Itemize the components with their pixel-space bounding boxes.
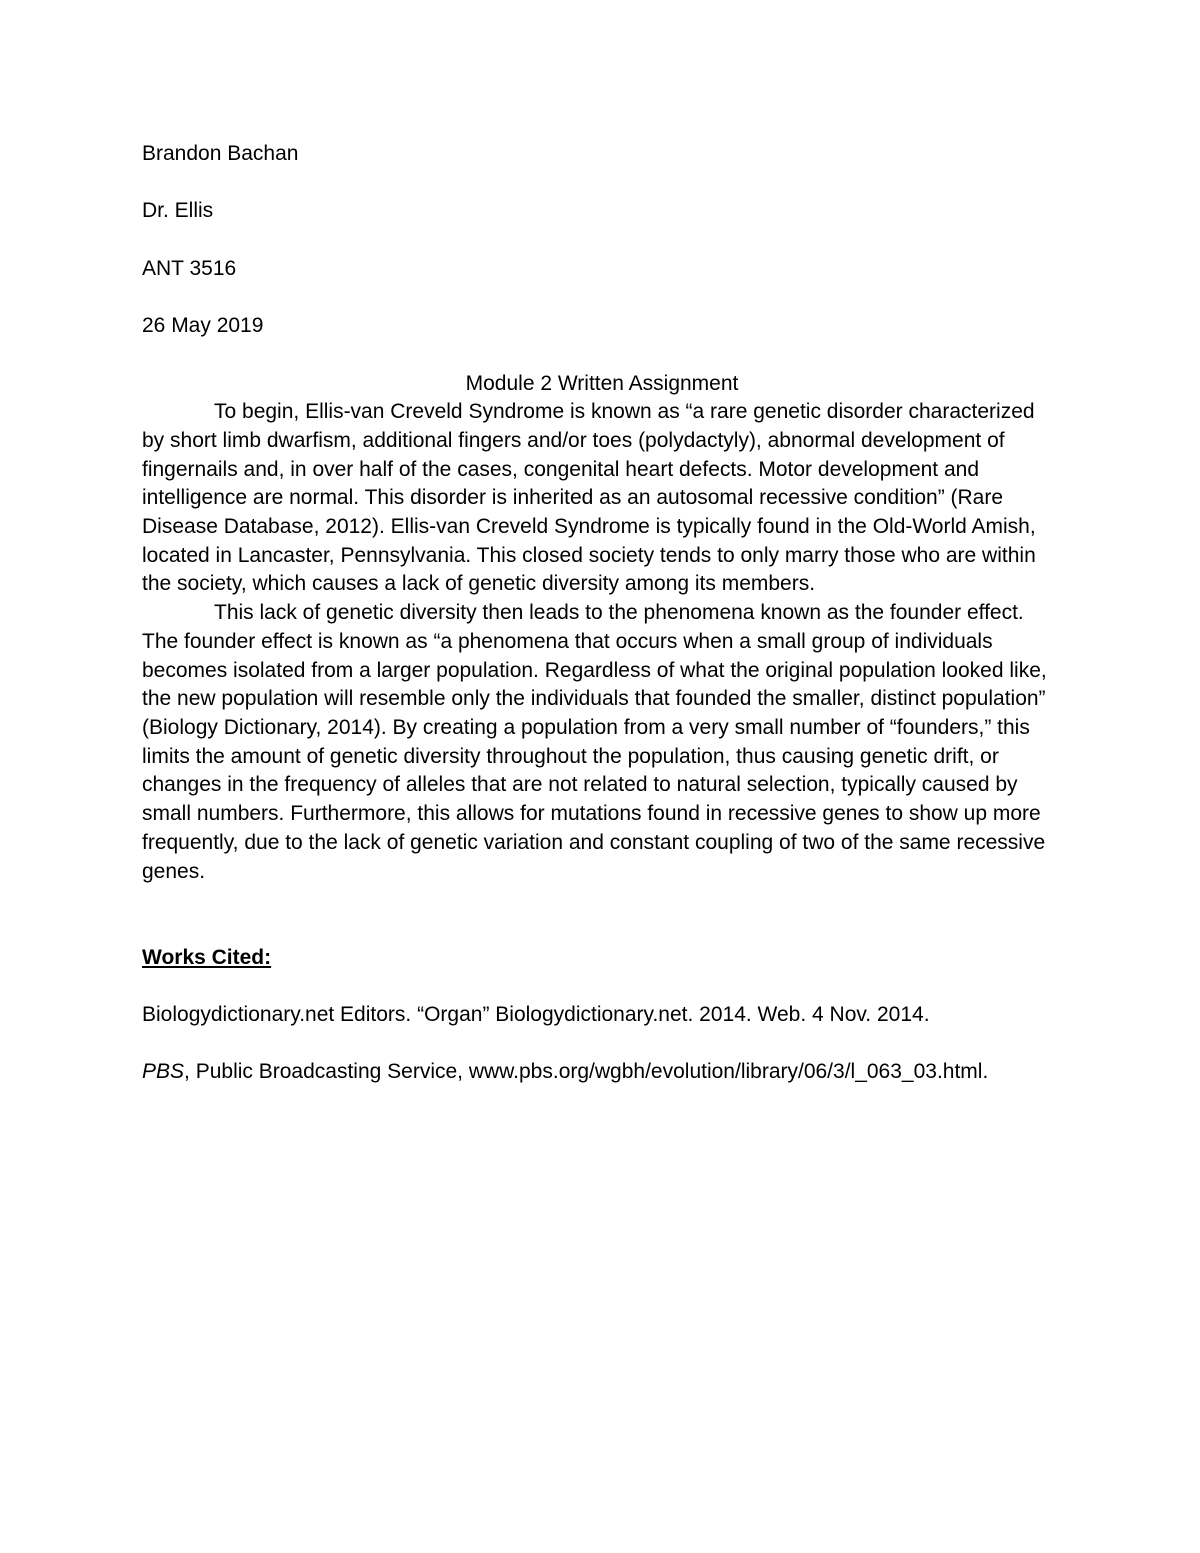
citation-pbs-source: PBS: [142, 1060, 185, 1084]
body-paragraph-2: This lack of genetic diversity then leads to the phenomena known as the founder effect. The founder effect is known as “a phenomena that occurs when a small group of individuals becomes isolated from a larger population. Regardless of what the original population looked like, the new population will resemble only the individuals that founded the smaller, distinct population” (Biology Dictionary, 2014). By creating a population from a very small number of “founders,” this limits the amount of genetic diversity throughout the population, thus causing genetic drift, or changes in the frequency of alleles that are not related to natural selection, typically caused by small numbers. Furthermore, this allows for mutations found in recessive genes to show up more frequently, due to the lack of genetic variation and constant coupling of two of the same recessive genes.: [142, 601, 1047, 883]
document-title: Module 2 Written Assignment: [465, 371, 739, 395]
assignment-date: 26 May 2019: [142, 314, 264, 338]
body-paragraph-1: To begin, Ellis-van Creveld Syndrome is known as “a rare genetic disorder characterized by short limb dwarfism, additional fingers and/or toes (polydactyly), abnormal development of fingernails and, in over half of the cases, congenital heart defects. Motor development and intelligence are normal. This disorder is inherited as an autosomal recessive condition” (Rare Disease Database, 2012). Ellis-van Creveld Syndrome is typically found in the Old-World Amish, located in Lancaster, Pennsylvania. This closed society tends to only marry those who are within the society, which causes a lack of genetic diversity among its members.: [142, 400, 1036, 596]
course-code: ANT 3516: [142, 256, 237, 280]
document-page: [142, 140, 1062, 1116]
citation-pbs: [142, 1058, 1062, 1087]
student-name: Brandon Bachan: [142, 142, 299, 165]
works-cited-heading: Works Cited:: [142, 945, 272, 969]
citation-pbs-details: , Public Broadcasting Service, www.pbs.org/wgbh/evolution/library/06/3/l_063_03.html.: [184, 1060, 989, 1084]
citation-biology-dictionary: Biologydictionary.net Editors. “Organ” Biologydictionary.net. 2014. Web. 4 Nov. 2014.: [142, 1003, 930, 1026]
instructor-name: Dr. Ellis: [142, 199, 214, 223]
